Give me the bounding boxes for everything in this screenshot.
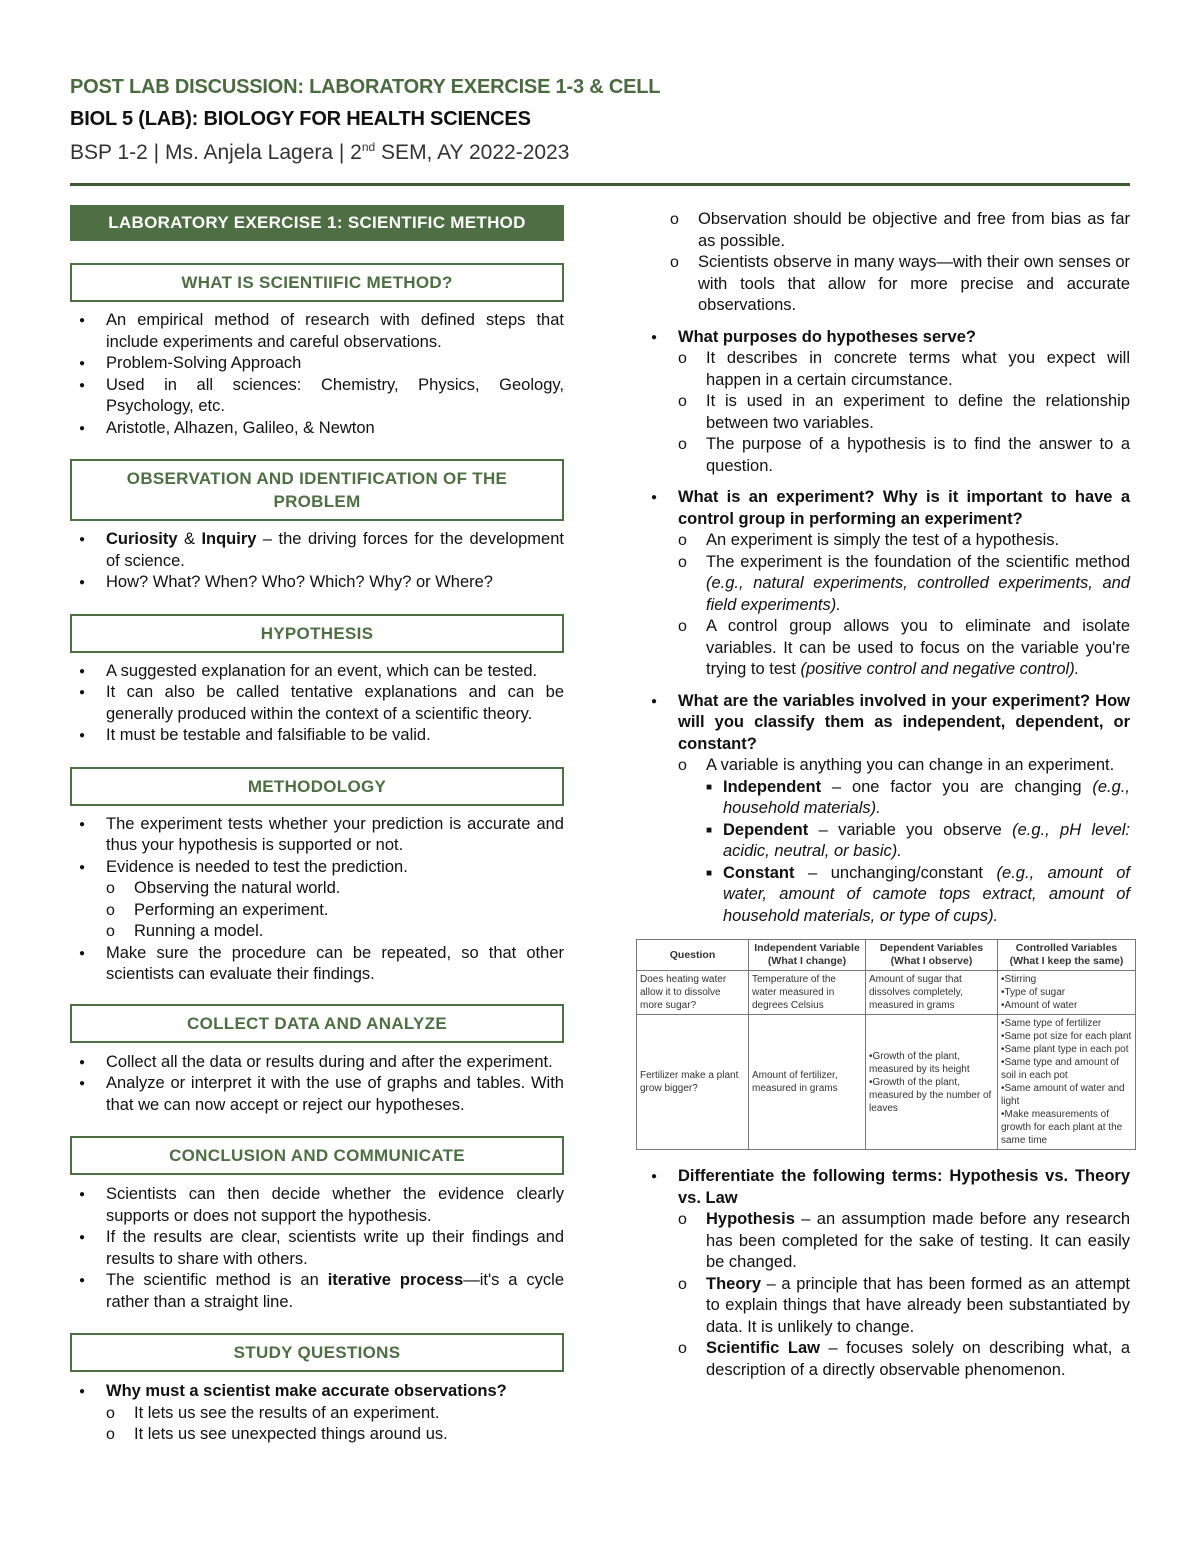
bold-term: iterative process [327,1271,464,1289]
cell-line: •Same type of fertilizer [1001,1018,1102,1029]
sub-item: o Observing the natural world. [106,878,564,900]
list-item: ● Collect all the data or results during and after the experiment. [70,1052,564,1074]
sub-list [678,530,1130,681]
sub-item [678,616,1130,681]
table-header: Question [637,940,749,971]
text: The experiment is the foundation of the scientific method [706,552,1130,571]
q1-continued-list [670,209,1130,317]
section-heading-collect-data: COLLECT DATA AND ANALYZE [70,1004,564,1043]
list-item: ● Aristotle, Alhazen, Galileo, & Newton [70,418,564,440]
terms-question-list [642,1166,1130,1381]
sub-item [678,1274,1130,1339]
list-item: ● It must be testable and falsifiable to be valid. [70,725,564,747]
sub-item: o Observation should be objective and free from bias as far as possible. [670,209,1130,252]
list-item: ● Problem-Solving Approach [70,353,564,375]
sub-list [678,348,1130,477]
list-item [642,1166,1130,1381]
section-heading-study-questions: STUDY QUESTIONS [70,1333,564,1372]
bold-term: Hypothesis [706,1210,795,1228]
table-cell: Does heating water allow it to dissolve more sugar? [637,971,749,1015]
bold-term: Constant [723,863,795,882]
cell-line: •Stirring [1001,974,1037,985]
scientific-method-list [70,310,564,439]
sub-item: o Performing an experiment. [106,900,564,922]
italic-text: (e.g., natural experiments, controlled experiments, and field experiments). [706,574,1130,614]
list-item [642,327,1130,478]
list-item: ● A suggested explanation for an event, which can be tested. [70,661,564,683]
question: Why must a scientist make accurate observations? [106,1382,507,1400]
sub-item: o It describes in concrete terms what you expect will happen in a certain circumstance. [678,348,1130,391]
exercise-banner: LABORATORY EXERCISE 1: SCIENTIFIC METHOD [70,205,564,241]
list-item: ● If the results are clear, scientists write up their findings and results to share with others. [70,1227,564,1270]
cell-line: •Same pot size for each plant [1001,1031,1132,1042]
table-cell: Amount of sugar that dissolves completely, measured in grams [866,971,998,1015]
text: A control group allows you to eliminate and isolate variables. It can be used to focus on the variable you're trying to test [706,617,1130,678]
cell-line: •Make measurements of growth for each plant at the same time [1001,1109,1123,1146]
section-heading-scientific-method: WHAT IS SCIENTIIFIC METHOD? [70,263,564,302]
right-column [642,209,1130,1381]
sub-list [678,755,1130,927]
cell-line: •Growth of the plant, measured by the number of leaves [869,1076,992,1114]
text: – one factor you are changing [821,777,1093,796]
bold-term: Independent [723,777,822,796]
table-cell: Amount of fertilizer, measured in grams [749,1015,866,1150]
table-cell [998,971,1136,1015]
variable-types-list [706,777,1130,928]
sub-item: o The purpose of a hypothesis is to find the answer to a question. [678,434,1130,477]
table-cell [998,1015,1136,1150]
text: – focuses solely on describing what, a description of a directly observable phenomenon. [706,1339,1130,1379]
table-cell: Fertilizer make a plant grow bigger? [637,1015,749,1150]
list-item: ● Used in all sciences: Chemistry, Physics, Geology, Psychology, etc. [70,375,564,418]
observation-list [70,529,564,594]
question: What is an experiment? Why is it important to have a control group in performing an experiment? [678,488,1130,528]
list-item [70,1381,564,1446]
course-info-a: BSP 1-2 | Ms. Anjela Lagera | 2 [70,141,362,164]
text: – unchanging/constant [794,863,997,882]
text: – an assumption made before any research has been completed for the sake of testing. It can easily be changed. [706,1210,1130,1271]
header-divider [70,183,1130,186]
italic-text: (e.g., pH level: acidic, neutral, or basic). [723,820,1130,860]
sub-item [678,1338,1130,1381]
bold-term: Scientific Law [706,1339,820,1357]
list-item: ● Scientists can then decide whether the evidence clearly supports or does not support the hypothesis. [70,1184,564,1227]
left-column [70,205,564,1446]
table-row [637,1015,1136,1150]
hypothesis-list [70,661,564,747]
italic-text: (positive control and negative control). [800,660,1080,678]
list-item [642,487,1130,681]
section-heading-methodology: METHODOLOGY [70,767,564,806]
cell-line: •Same type and amount of soil in each pot [1001,1057,1120,1081]
course-info [70,140,1130,165]
table-header-row [637,940,1136,971]
bold-term: Inquiry [201,530,257,548]
list-item [70,1270,564,1313]
text: – a principle that has been formed as an attempt to explain things that have already been substantiated by data. It is unlikely to change. [706,1274,1130,1336]
sub-item: o It lets us see unexpected things around us. [106,1424,564,1446]
list-item [642,691,1130,928]
list-item: ● An empirical method of research with defined steps that include experiments and careful observations. [70,310,564,353]
cell-line: •Amount of water [1001,1000,1078,1011]
course-info-sup: nd [361,140,376,154]
study-questions-list [70,1381,564,1446]
question: What are the variables involved in your experiment? How will you classify them as independent, dependent, or constant? [678,691,1130,753]
cell-line: •Growth of the plant, measured by its height [869,1050,970,1075]
table-header: Independent Variable (What I change) [749,940,866,971]
sub-item: o Scientists observe in many ways—with their own senses or with tools that allow for more precise and accurate observations. [670,252,1130,317]
section-heading-observation: OBSERVATION AND IDENTIFICATION OF THE PROBLEM [70,459,564,521]
list-item: ● The experiment tests whether your prediction is accurate and thus your hypothesis is supported or not. [70,814,564,857]
methodology-list [70,814,564,986]
list-item [70,529,564,572]
course-info-b: SEM, AY 2022-2023 [375,141,570,164]
course-title: BIOL 5 (LAB): BIOLOGY FOR HEALTH SCIENCES [70,108,531,130]
sub-item [678,1209,1130,1274]
variable-item [706,777,1130,820]
text: —it's a cycle rather than a straight line. [106,1271,564,1311]
table-header: Controlled Variables (What I keep the same) [998,940,1136,971]
section-heading-conclusion: CONCLUSION AND COMMUNICATE [70,1136,564,1175]
sub-item: o It is used in an experiment to define the relationship between two variables. [678,391,1130,434]
list-item: ● Make sure the procedure can be repeated, so that other scientists can evaluate their findings. [70,943,564,986]
text: A variable is anything you can change in an experiment. [706,756,1115,774]
conclusion-list [70,1184,564,1313]
question: What purposes do hypotheses serve? [678,327,976,346]
text: Evidence is needed to test the prediction. [106,857,408,876]
cell-line: •Same plant type in each pot [1001,1044,1129,1055]
table-cell [866,1015,998,1150]
sub-item [678,755,1130,927]
text: The scientific method is an [106,1271,328,1289]
bold-term: Curiosity [106,530,178,548]
sub-list [106,878,564,943]
list-item [70,857,564,943]
variable-item [706,820,1130,863]
table-cell: Temperature of the water measured in degrees Celsius [749,971,866,1015]
collect-data-list [70,1052,564,1117]
sub-item: o It lets us see the results of an experiment. [106,1403,564,1425]
bold-term: Theory [706,1274,762,1293]
sub-item: o An experiment is simply the test of a hypothesis. [678,530,1130,552]
list-item: ● Analyze or interpret it with the use of graphs and tables. With that we can now accept or reject our hypotheses. [70,1073,564,1116]
list-item: ● It can also be called tentative explanations and can be generally produced within the context of a scientific theory. [70,682,564,725]
text: – the driving forces for the development of science. [106,530,564,570]
text: – variable you observe [808,820,1013,839]
text: & [177,530,202,548]
italic-text: (e.g., household materials). [723,777,1130,817]
table-header: Dependent Variables (What I observe) [866,940,998,971]
section-heading-hypothesis: HYPOTHESIS [70,614,564,653]
bold-term: Dependent [723,820,809,839]
sub-item [678,552,1130,617]
sub-item: o Running a model. [106,921,564,943]
variables-table [636,939,1136,1150]
list-item: ● How? What? When? Who? Which? Why? or Where? [70,572,564,594]
right-questions-list [642,327,1130,928]
table-row [637,971,1136,1015]
cell-line: •Same amount of water and light [1001,1083,1125,1107]
cell-line: •Type of sugar [1001,987,1066,998]
sub-list [678,1209,1130,1381]
sub-list [106,1403,564,1446]
question: Differentiate the following terms: Hypothesis vs. Theory vs. Law [678,1167,1130,1207]
italic-text: (e.g., amount of water, amount of camote tops extract, amount of household materials, or type of cups). [723,863,1130,925]
document-title: POST LAB DISCUSSION: LABORATORY EXERCISE 1-3 & CELL [70,76,661,98]
variable-item [706,863,1130,928]
